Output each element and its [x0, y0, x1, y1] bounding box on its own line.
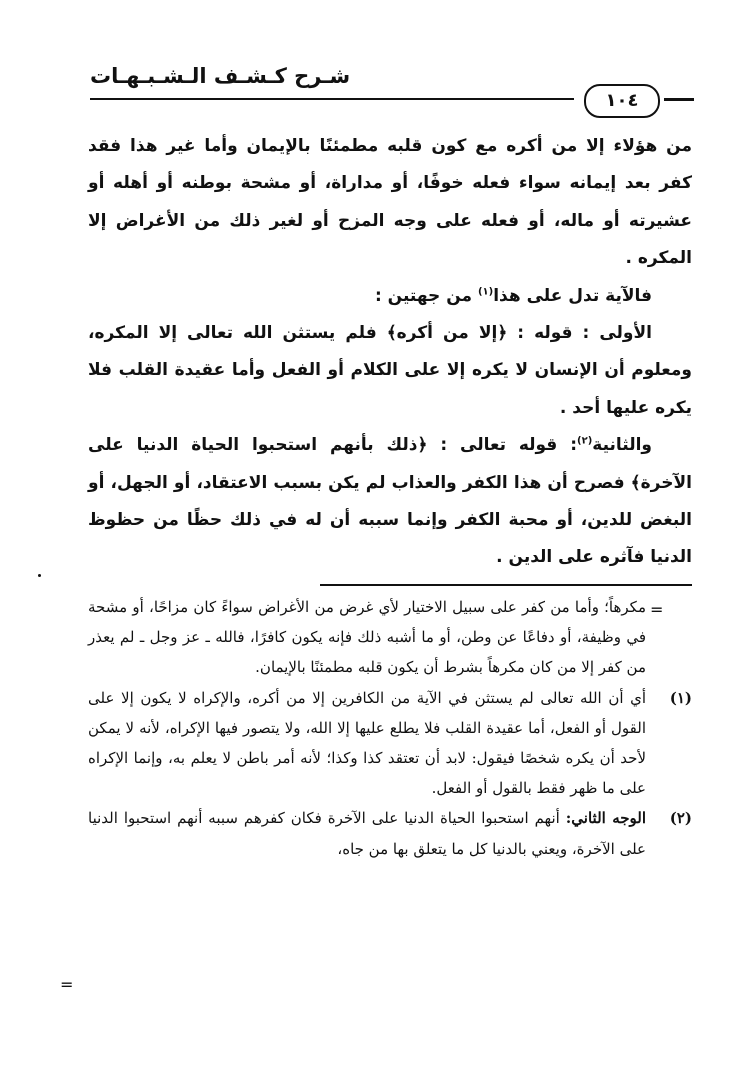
footnote-ref-1: (١) — [477, 285, 494, 297]
paragraph-4 — [88, 427, 692, 577]
footnote-continuation — [88, 592, 692, 683]
footnote-separator — [320, 584, 692, 586]
paragraph-2-tail: من جهتين : — [374, 285, 478, 306]
page-header — [90, 58, 694, 111]
paragraph-2-text: فالآية تدل على هذا — [493, 285, 652, 306]
paragraph-1: من هؤلاء إلا من أكره مع كون قلبه مطمئنًا بالإيمان وأما غير هذا فقد كفر بعد إيمانه سواء فعله خوفًا، أو مداراة، أو مشحة بوطنه أو أهله أو عشيرته أو ماله، أو فعله على وجه المزح أو لغير ذلك من الأغراض إلا المكره . — [88, 136, 692, 269]
footnote-ref-2: (٢) — [577, 435, 593, 447]
footnote-2-number: (٢) — [669, 809, 692, 828]
footnote-continuation-text: مكرهاً؛ وأما من كفر على سبيل الاختيار لأي غرض من الأغراض سواءً كان مزاحًا، أو مشحة في وظيفة، أو دفاعًا عن وطن، أو ما أشبه ذلك فإنه يكون كافرًا، فالله ـ عز وجل ـ لم يعذر من كفر إلا من كان مكرهاً بشرط أن يكون قلبه مطمئنًا بالإيمان. — [88, 598, 646, 677]
paragraph-4-tail: : قوله تعالى : ﴿ذلك بأنهم استحبوا الحياة الدنيا على الآخرة﴾ فصرح أن هذا الكفر والعذاب لم يكن بسبب الاعتقاد، أو الجهل، أو البغض للدين، أو محبة الكفر وإنما سببه أن له في ذلك حظًا من حظوظ الدنيا فآثره على الدين . — [88, 435, 692, 568]
header-rule — [90, 98, 574, 100]
main-text — [88, 128, 692, 577]
footnote-2 — [88, 803, 692, 863]
running-title: شـرح كـشـف الـشـبـهـات — [90, 64, 351, 88]
continuation-mark-top: = — [650, 600, 664, 619]
stray-dot — [38, 574, 41, 577]
footnote-2-text: أنهم استحبوا الحياة الدنيا على الآخرة فكان كفرهم سببه أنهم استحبوا الدنيا على الآخرة، ويعني بالدنيا كل ما يتعلق بها من جاه، — [88, 809, 646, 858]
page-number: ١٠٤ — [584, 84, 660, 118]
footnote-1 — [88, 683, 692, 804]
footnote-1-number: (١) — [669, 688, 692, 707]
footnotes — [88, 592, 692, 864]
continuation-mark-bottom: = — [60, 975, 74, 994]
header-dash — [664, 98, 694, 101]
footnote-2-label: الوجه الثاني: — [565, 809, 647, 828]
paragraph-2 — [88, 278, 692, 315]
footnote-1-text: أي أن الله تعالى لم يستثن في الآية من الكافرين إلا من أكره، والإكراه لا يكون إلا على القول أو الفعل، أما عقيدة القلب فلا يطلع عليها إلا الله، ولا يتصور فيها الإكراه، لأنه لا يمكن لأحد أن يكره شخصًا فيقول: لابد أن تعتقد كذا وكذا؛ لأنه أمر باطن لا يعلم به، وإنما الإكراه على ما ظهر فقط بالقول أو الفعل. — [88, 688, 646, 798]
paragraph-4-head: والثانية — [592, 435, 652, 456]
paragraph-3: الأولى : قوله : ﴿إلا من أكره﴾ فلم يستثن الله تعالى إلا المكره، ومعلوم أن الإنسان لا يكره إلا على الكلام أو الفعل وأما عقيدة القلب فلا يكره عليها أحد . — [88, 323, 692, 418]
